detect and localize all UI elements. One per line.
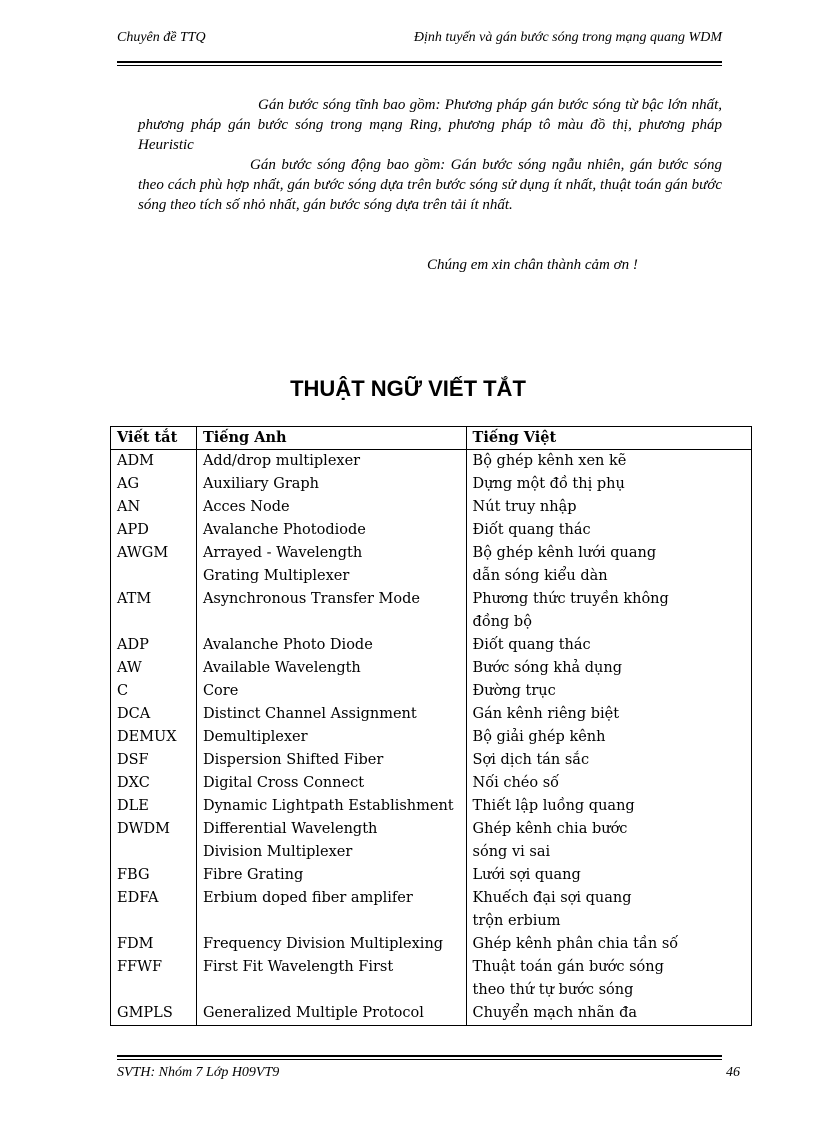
- static-assignment-paragraph: Gán bước sóng tĩnh bao gồm: Phương pháp gán bước sóng từ bậc lớn nhất, phương pháp gán bước sóng trong mạng Ring, phương pháp tô màu đồ thị, phương pháp Heuristic: [138, 97, 722, 153]
- table-row: [111, 795, 752, 818]
- english-term-cell: Auxiliary Graph: [196, 473, 466, 496]
- table-row: [111, 634, 752, 657]
- vietnamese-term-cell: Nối chéo số: [466, 772, 751, 795]
- vietnamese-term-cell: Thuật toán gán bước sóng theo thứ tự bước sóng: [466, 956, 751, 1002]
- abbreviation-cell: EDFA: [111, 887, 197, 933]
- english-term-cell: Dynamic Lightpath Establishment: [196, 795, 466, 818]
- vietnamese-term-cell: Dựng một đồ thị phụ: [466, 473, 751, 496]
- table-row: [111, 1002, 752, 1026]
- abbreviation-cell: AWGM: [111, 542, 197, 588]
- table-row: [111, 933, 752, 956]
- page-header: [117, 30, 722, 50]
- abbreviation-cell: ADP: [111, 634, 197, 657]
- table-row: [111, 726, 752, 749]
- vietnamese-term-cell: Điốt quang thác: [466, 634, 751, 657]
- english-term-cell: Generalized Multiple Protocol: [196, 1002, 466, 1026]
- vietnamese-term-cell: Khuếch đại sợi quang trộn erbium: [466, 887, 751, 933]
- column-header-vietnamese: Tiếng Việt: [466, 427, 751, 450]
- abbreviation-cell: ADM: [111, 450, 197, 474]
- english-term-cell: Frequency Division Multiplexing: [196, 933, 466, 956]
- abbreviation-cell: APD: [111, 519, 197, 542]
- page-footer: [117, 1065, 740, 1081]
- table-row: [111, 887, 752, 933]
- intro-text: [138, 95, 722, 215]
- vietnamese-term-cell: Điốt quang thác: [466, 519, 751, 542]
- abbreviation-cell: DCA: [111, 703, 197, 726]
- vietnamese-term-cell: Đường trục: [466, 680, 751, 703]
- header-title: Định tuyến và gán bước sóng trong mạng quang WDM: [413, 30, 722, 45]
- abbreviation-cell: AW: [111, 657, 197, 680]
- table-header-row: [111, 427, 752, 450]
- vietnamese-term-cell: Phương thức truyền không đồng bộ: [466, 588, 751, 634]
- table-row: [111, 956, 752, 1002]
- abbreviation-cell: ATM: [111, 588, 197, 634]
- abbreviation-cell: DWDM: [111, 818, 197, 864]
- table-row: [111, 519, 752, 542]
- vietnamese-term-cell: Bước sóng khả dụng: [466, 657, 751, 680]
- english-term-cell: Avalanche Photodiode: [196, 519, 466, 542]
- english-term-cell: Arrayed - Wavelength Grating Multiplexer: [196, 542, 466, 588]
- english-term-cell: Core: [196, 680, 466, 703]
- abbreviation-cell: AN: [111, 496, 197, 519]
- table-row: [111, 450, 752, 474]
- english-term-cell: Digital Cross Connect: [196, 772, 466, 795]
- footer-author: SVTH: Nhóm 7 Lớp H09VT9: [117, 1065, 280, 1080]
- table-row: [111, 657, 752, 680]
- english-term-cell: Fibre Grating: [196, 864, 466, 887]
- footer-rule: [117, 1055, 722, 1060]
- vietnamese-term-cell: Bộ ghép kênh lưới quang dẫn sóng kiểu dàn: [466, 542, 751, 588]
- abbreviation-cell: DEMUX: [111, 726, 197, 749]
- english-term-cell: Differential Wavelength Division Multiplexer: [196, 818, 466, 864]
- table-row: [111, 818, 752, 864]
- english-term-cell: Dispersion Shifted Fiber: [196, 749, 466, 772]
- column-header-english: Tiếng Anh: [196, 427, 466, 450]
- vietnamese-term-cell: Sợi dịch tán sắc: [466, 749, 751, 772]
- abbreviation-cell: FDM: [111, 933, 197, 956]
- english-term-cell: Demultiplexer: [196, 726, 466, 749]
- column-header-abbreviation: Viết tắt: [111, 427, 197, 450]
- vietnamese-term-cell: Ghép kênh chia bước sóng vi sai: [466, 818, 751, 864]
- page-title: THUẬT NGỮ VIẾT TẮT: [290, 376, 526, 401]
- table-row: [111, 588, 752, 634]
- english-term-cell: Erbium doped fiber amplifer: [196, 887, 466, 933]
- english-term-cell: Asynchronous Transfer Mode: [196, 588, 466, 634]
- table-row: [111, 542, 752, 588]
- vietnamese-term-cell: Lưới sợi quang: [466, 864, 751, 887]
- abbreviation-cell: DXC: [111, 772, 197, 795]
- abbreviation-cell: DSF: [111, 749, 197, 772]
- table-row: [111, 864, 752, 887]
- abbreviation-cell: AG: [111, 473, 197, 496]
- english-term-cell: Avalanche Photo Diode: [196, 634, 466, 657]
- dynamic-assignment-paragraph: Gán bước sóng động bao gồm: Gán bước sóng ngẫu nhiên, gán bước sóng theo cách phù hợp nhất, gán bước sóng dựa trên bước sóng sử dụng ít nhất, thuật toán gán bước sóng theo tích số nhỏ nhất, gán bước sóng dựa trên tải ít nhất.: [138, 157, 722, 213]
- abbreviation-cell: DLE: [111, 795, 197, 818]
- english-term-cell: Add/drop multiplexer: [196, 450, 466, 474]
- table-row: [111, 680, 752, 703]
- english-term-cell: Acces Node: [196, 496, 466, 519]
- vietnamese-term-cell: Thiết lập luồng quang: [466, 795, 751, 818]
- english-term-cell: First Fit Wavelength First: [196, 956, 466, 1002]
- page-number: 46: [726, 1065, 740, 1080]
- table-row: [111, 496, 752, 519]
- vietnamese-term-cell: Nút truy nhập: [466, 496, 751, 519]
- thanks-line: Chúng em xin chân thành cảm ơn !: [427, 257, 638, 273]
- english-term-cell: Available Wavelength: [196, 657, 466, 680]
- table-row: [111, 772, 752, 795]
- english-term-cell: Distinct Channel Assignment: [196, 703, 466, 726]
- abbreviation-cell: FBG: [111, 864, 197, 887]
- vietnamese-term-cell: Ghép kênh phân chia tần số: [466, 933, 751, 956]
- abbreviation-table: [110, 426, 752, 1026]
- header-rule: [117, 61, 722, 66]
- vietnamese-term-cell: Bộ giải ghép kênh: [466, 726, 751, 749]
- abbreviation-cell: FFWF: [111, 956, 197, 1002]
- vietnamese-term-cell: Chuyển mạch nhãn đa: [466, 1002, 751, 1026]
- abbreviation-cell: GMPLS: [111, 1002, 197, 1026]
- vietnamese-term-cell: Gán kênh riêng biệt: [466, 703, 751, 726]
- table-row: [111, 473, 752, 496]
- table-row: [111, 749, 752, 772]
- vietnamese-term-cell: Bộ ghép kênh xen kẽ: [466, 450, 751, 474]
- table-row: [111, 703, 752, 726]
- abbreviation-cell: C: [111, 680, 197, 703]
- header-topic: Chuyên đề TTQ: [117, 30, 206, 45]
